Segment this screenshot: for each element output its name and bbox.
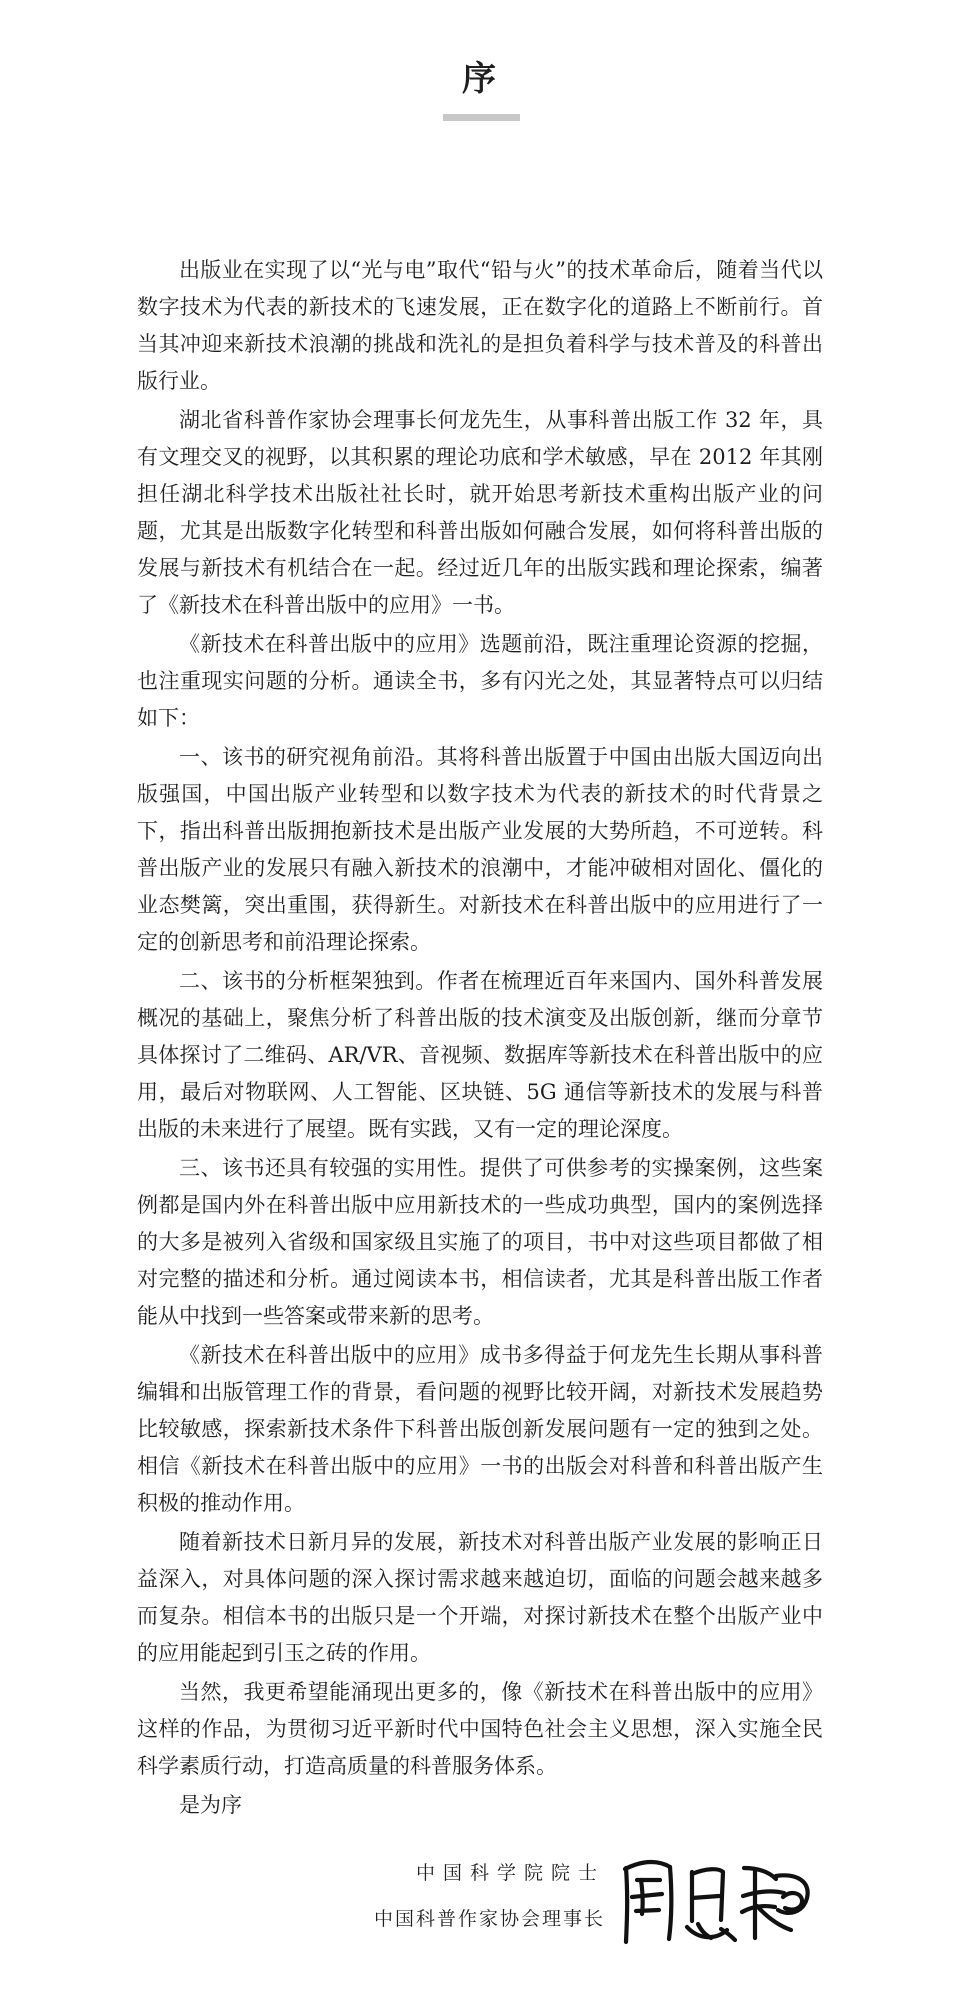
body-text (137, 252, 823, 1826)
paragraph-8: 随着新技术日新月异的发展，新技术对科普出版产业发展的影响正日益深入，对具体问题的深入探讨需求越来越迫切，面临的问题会越来越多而复杂。相信本书的出版只是一个开端，对探讨新技术在整个出版产业中的应用能起到引玉之砖的作用。 (137, 1530, 823, 1665)
paragraph-10: 是为序 (179, 1793, 242, 1817)
paragraph-7: 《新技术在科普出版中的应用》成书多得益于何龙先生长期从事科普编辑和出版管理工作的背景，看问题的视野比较开阔，对新技术发展趋势比较敏感，探索新技术条件下科普出版创新发展问题有一定的独到之处。相信《新技术在科普出版中的应用》一书的出版会对科普和科普出版产生积极的推动作用。 (137, 1343, 823, 1515)
paragraph-6: 三、该书还具有较强的实用性。提供了可供参考的实操案例，这些案例都是国内外在科普出版中应用新技术的一些成功典型，国内的案例选择的大多是被列入省级和国家级且实施了的项目，书中对这些项目都做了相对完整的描述和分析。通过阅读本书，相信读者，尤其是科普出版工作者能从中找到一些答案或带来新的思考。 (137, 1156, 823, 1328)
paragraph-9: 当然，我更希望能涌现出更多的，像《新技术在科普出版中的应用》这样的作品，为贯彻习近平新时代中国特色社会主义思想，深入实施全民科学素质行动，打造高质量的科普服务体系。 (137, 1680, 823, 1778)
signature-block (365, 1850, 825, 1950)
signature-lines (365, 1850, 605, 1942)
paragraph-1: 出版业在实现了以“光与电”取代“铅与火”的技术革命后，随着当代以数字技术为代表的新技术的飞速发展，正在数字化的道路上不断前行。首当其冲迎来新技术浪潮的挑战和洗礼的是担负着科学与技术普及的科普出版行业。 (137, 258, 823, 393)
paragraph-2: 湖北省科普作家协会理事长何龙先生，从事科普出版工作 32 年，具有文理交叉的视野，以其积累的理论功底和学术敏感，早在 2012 年其刚担任湖北科学技术出版社社长时，就开始思考新技术重构出版产业的问题，尤其是出版数字化转型和科普出版如何融合发展，如何将科普出版的发展与新技术有机结合在一起。经过近几年的出版实践和理论探索，编著了《新技术在科普出版中的应用》一书。 (137, 408, 823, 617)
handwritten-signature (615, 1850, 815, 1946)
title-underline (443, 114, 520, 121)
signature-title-line-2: 中国科普作家协会理事长 (373, 1908, 605, 1930)
paragraph-4: 一、该书的研究视角前沿。其将科普出版置于中国由出版大国迈向出版强国，中国出版产业转型和以数字技术为代表的新技术的时代背景之下，指出科普出版拥抱新技术是出版产业发展的大势所趋，不可逆转。科普出版产业的发展只有融入新技术的浪潮中，才能冲破相对固化、僵化的业态樊篱，突出重围，获得新生。对新技术在科普出版中的应用进行了一定的创新思考和前沿理论探索。 (137, 745, 823, 954)
page-title: 序 (462, 59, 498, 99)
title-wrap (0, 59, 960, 99)
paragraph-5: 二、该书的分析框架独到。作者在梳理近百年来国内、国外科普发展概况的基础上，聚焦分析了科普出版的技术演变及出版创新，继而分章节具体探讨了二维码、AR/VR、音视频、数据库等新技术在科普出版中的应用，最后对物联网、人工智能、区块链、5G 通信等新技术的发展与科普出版的未来进行了展望。既有实践，又有一定的理论深度。 (137, 969, 823, 1141)
paragraph-3: 《新技术在科普出版中的应用》选题前沿，既注重理论资源的挖掘，也注重现实问题的分析。通读全书，多有闪光之处，其显著特点可以归结如下： (137, 632, 823, 730)
signature-title-line-1: 中国科学院院士 (415, 1862, 605, 1884)
